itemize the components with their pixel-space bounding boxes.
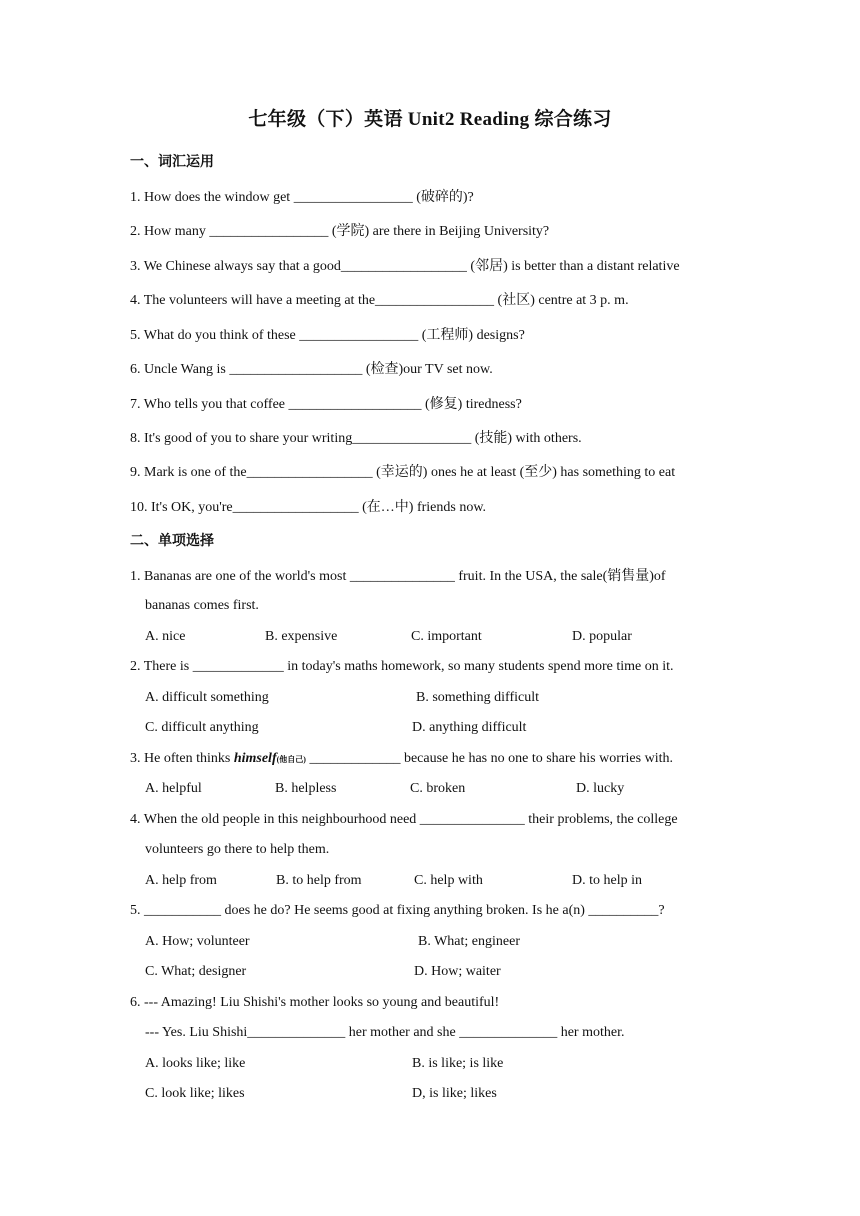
mc-q1-option-a: A. nice (145, 629, 186, 644)
vocab-item-6: 6. Uncle Wang is ___________________ (检查)our TV set now. (130, 362, 493, 377)
mc-question-4-stem-cont: volunteers go there to help them. (145, 842, 330, 857)
page-title: 七年级（下）英语 Unit2 Reading 综合练习 (248, 109, 612, 130)
mc-q6-option-a: A. looks like; like (145, 1056, 246, 1071)
mc-question-5-stem: 5. ___________ does he do? He seems good at fixing anything broken. Is he a(n) __________? (130, 903, 665, 918)
mc-q2-option-b: B. something difficult (416, 690, 540, 705)
mc-q2-option-c: C. difficult anything (145, 720, 259, 735)
mc-q4-option-b: B. to help from (276, 873, 362, 888)
vocab-item-2: 2. How many _________________ (学院) are there in Beijing University? (130, 224, 550, 239)
vocab-item-5: 5. What do you think of these _________________ (工程师) designs? (130, 328, 525, 343)
section-heading-multiple-choice: 二、单项选择 (130, 533, 214, 549)
mc-q5-option-c: C. What; designer (145, 964, 247, 979)
mc-question-4-stem: 4. When the old people in this neighbourhood need _______________ their problems, the college (130, 812, 678, 827)
mc-q1-option-d: D. popular (572, 629, 632, 644)
mc-q3-stem-gloss: (他自己) (276, 755, 306, 764)
mc-q3-option-d: D. lucky (576, 781, 625, 796)
mc-q1-option-b: B. expensive (265, 629, 338, 644)
vocab-item-8: 8. It's good of you to share your writing_________________ (技能) with others. (130, 431, 582, 446)
mc-q3-option-b: B. helpless (275, 781, 337, 796)
mc-q6-option-d: D, is like; likes (412, 1086, 497, 1101)
vocab-item-10: 10. It's OK, you're__________________ (在…中) friends now. (130, 500, 487, 515)
mc-q5-option-d: D. How; waiter (414, 964, 501, 979)
mc-q5-option-b: B. What; engineer (418, 934, 520, 949)
mc-q4-option-a: A. help from (145, 873, 217, 888)
mc-question-2-stem: 2. There is _____________ in today's maths homework, so many students spend more time on it. (130, 659, 674, 674)
vocab-item-9: 9. Mark is one of the__________________ (幸运的) ones he at least (至少) has something to eat (130, 465, 676, 480)
section-heading-vocabulary: 一、词汇运用 (130, 154, 214, 170)
mc-q2-option-a: A. difficult something (145, 690, 269, 705)
mc-q2-option-d: D. anything difficult (412, 720, 527, 735)
mc-q4-option-c: C. help with (414, 873, 483, 888)
mc-q4-option-d: D. to help in (572, 873, 642, 888)
vocab-item-1: 1. How does the window get _________________ (破碎的)? (130, 190, 474, 205)
mc-question-6-stem: 6. --- Amazing! Liu Shishi's mother looks so young and beautiful! (130, 995, 500, 1010)
vocab-item-7: 7. Who tells you that coffee ___________________ (修复) tiredness? (130, 397, 522, 412)
mc-question-1-stem-cont: bananas comes first. (145, 598, 259, 613)
mc-question-6-stem-cont: --- Yes. Liu Shishi______________ her mother and she ______________ her mother. (145, 1025, 625, 1040)
mc-q3-stem-start: 3. He often thinks (130, 751, 234, 766)
mc-q3-stem-end: _____________ because he has no one to share his worries with. (305, 751, 673, 766)
vocab-item-4: 4. The volunteers will have a meeting at the_________________ (社区) centre at 3 p. m. (130, 293, 629, 308)
mc-q3-option-a: A. helpful (145, 781, 202, 796)
mc-q6-option-b: B. is like; is like (412, 1056, 504, 1071)
vocab-item-3: 3. We Chinese always say that a good__________________ (邻居) is better than a distant relative (130, 259, 680, 274)
mc-q3-option-c: C. broken (410, 781, 466, 796)
mc-q5-option-a: A. How; volunteer (145, 934, 250, 949)
mc-question-3-stem (130, 751, 673, 767)
mc-q1-option-c: C. important (411, 629, 482, 644)
mc-q3-stem-keyword: himself (233, 751, 277, 766)
mc-q6-option-c: C. look like; likes (145, 1086, 245, 1101)
mc-question-1-stem: 1. Bananas are one of the world's most _______________ fruit. In the USA, the sale(销售量)of (130, 569, 666, 584)
